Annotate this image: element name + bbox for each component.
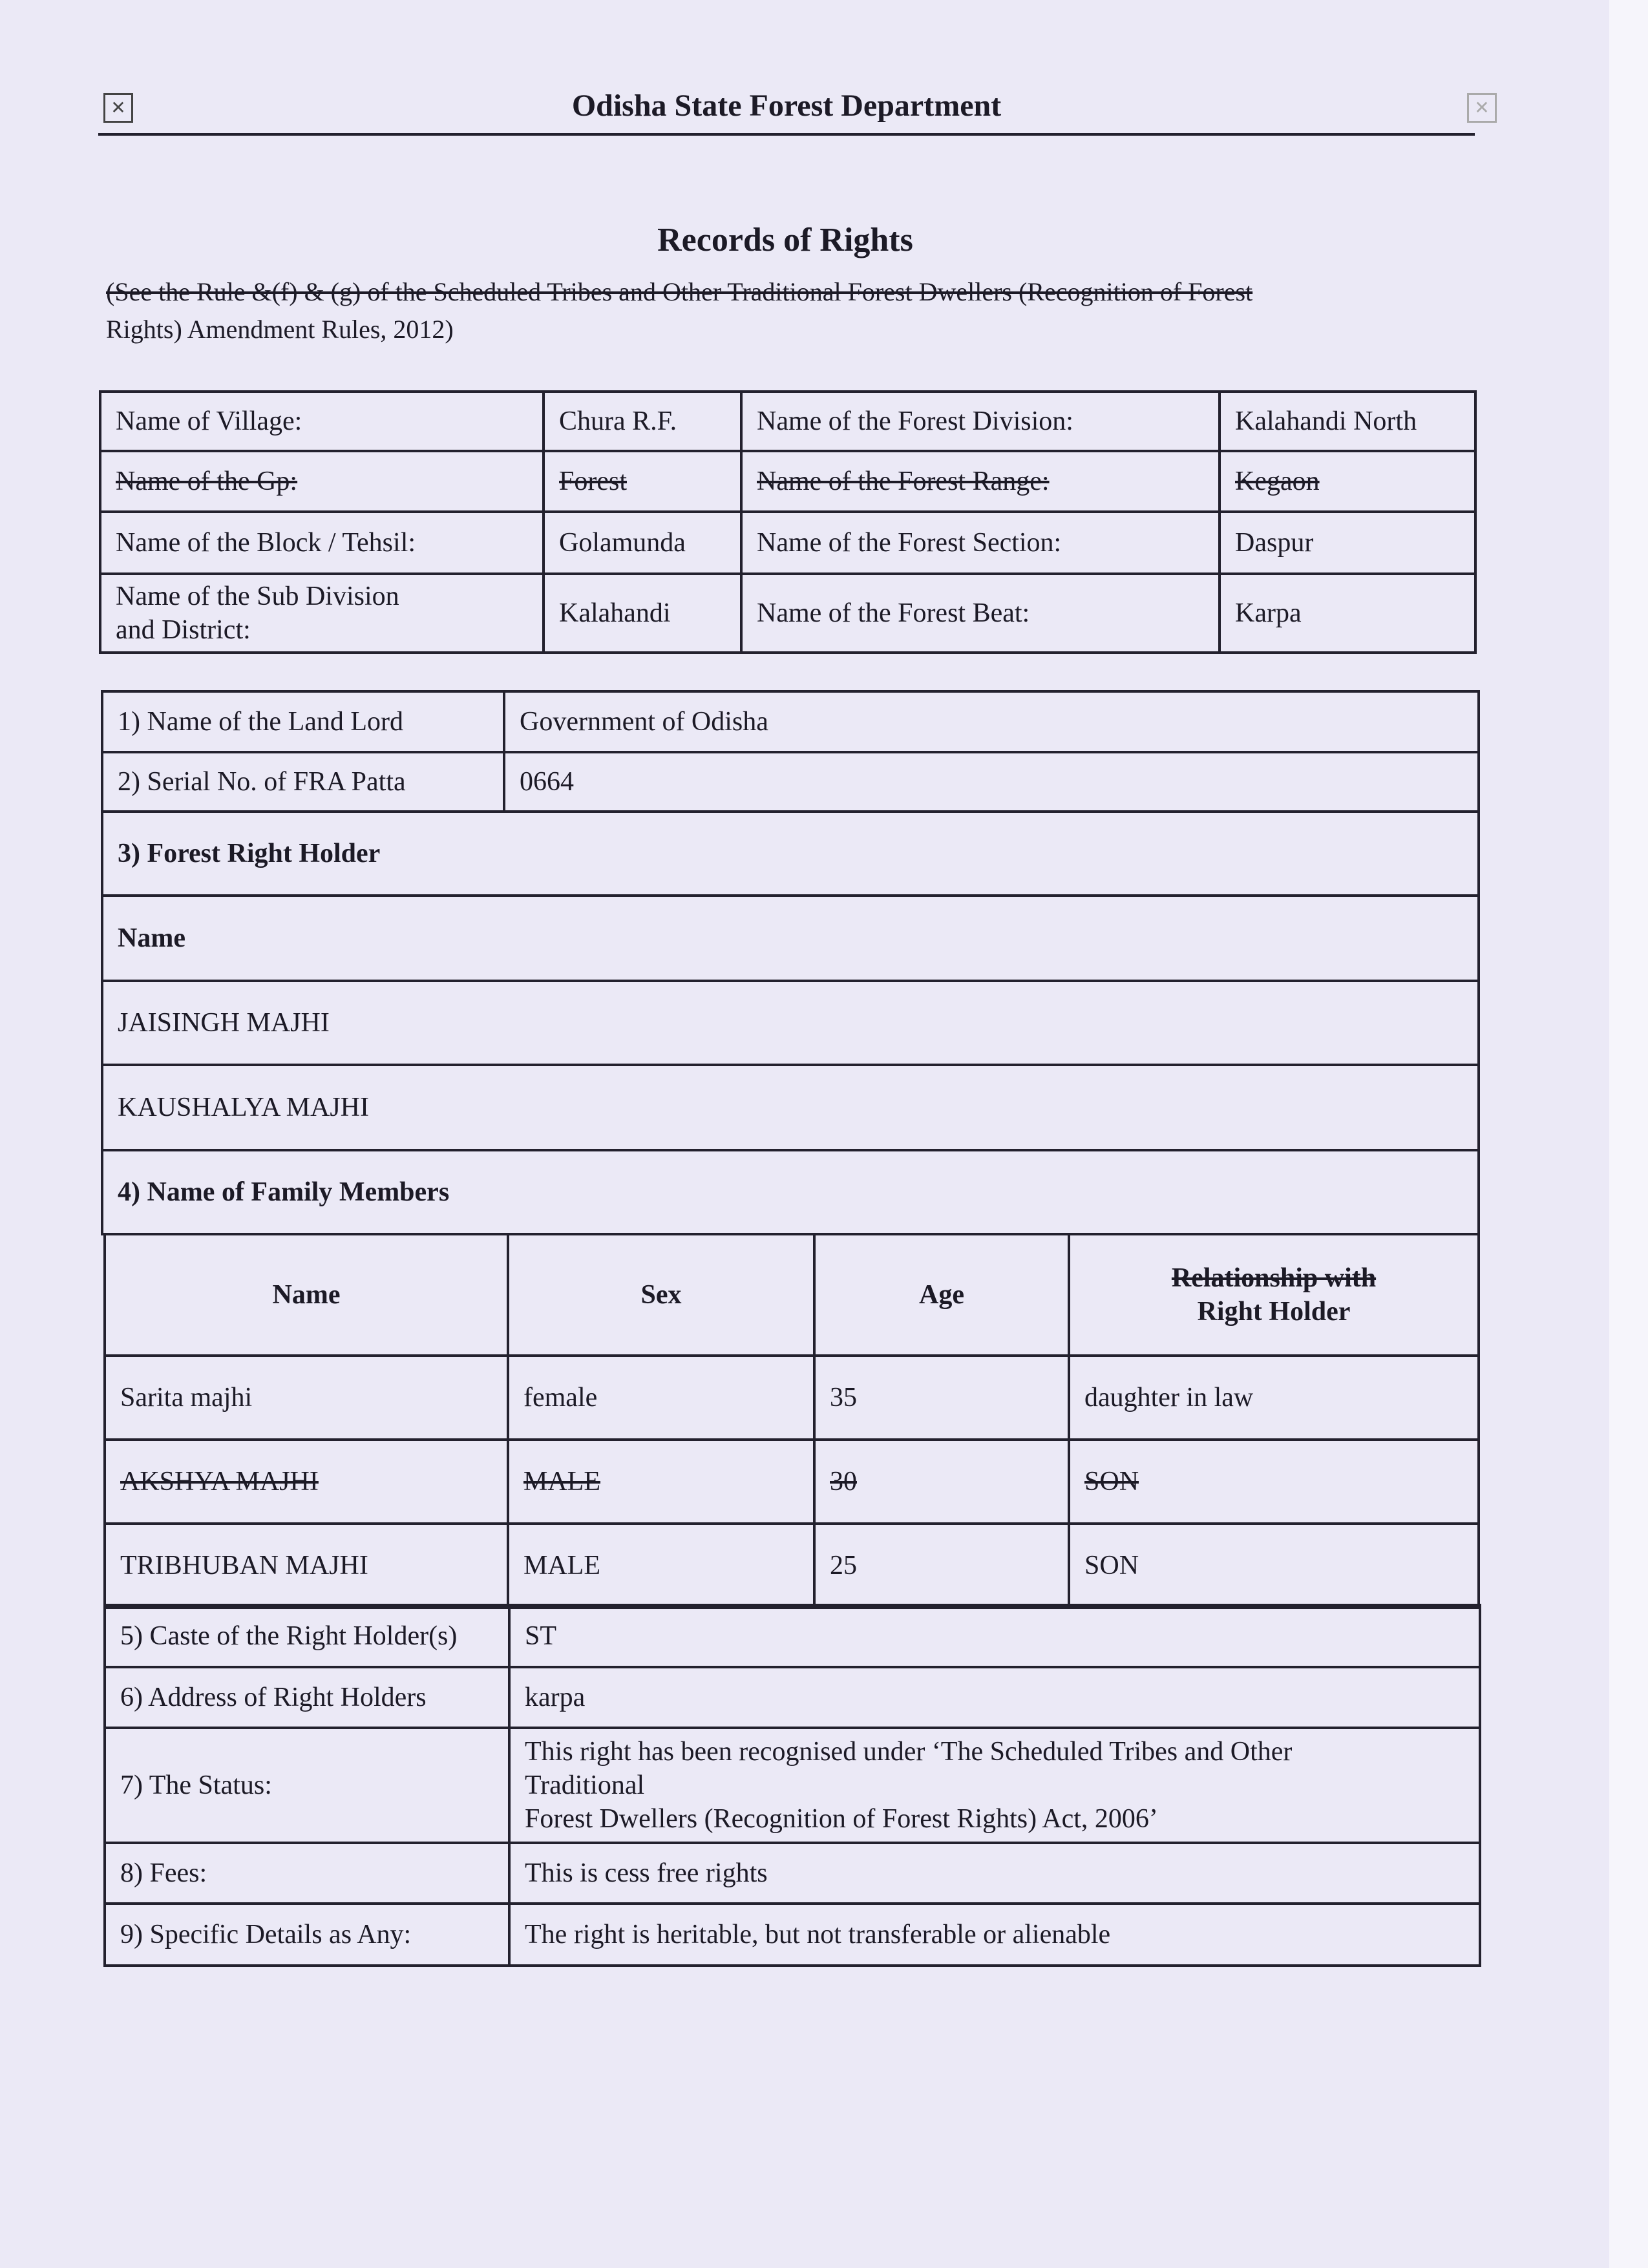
status-line-3: Forest Dwellers (Recognition of Forest Rights) Act, 2006’ [525, 1804, 1158, 1834]
caste-label: 5) Caste of the Right Holder(s) [105, 1605, 509, 1667]
range-value: Kegaon [1220, 451, 1475, 512]
col-header-relationship [1069, 1234, 1479, 1356]
table-row [105, 1843, 1480, 1904]
broken-image-icon: ✕ [103, 93, 133, 123]
col-header-age: Age [814, 1234, 1069, 1356]
landlord-value: Government of Odisha [504, 691, 1479, 752]
table-row [105, 1667, 1480, 1728]
block-label: Name of the Block / Tehsil: [100, 512, 544, 574]
table-row [102, 1150, 1479, 1234]
beat-value: Karpa [1220, 574, 1475, 653]
table-row [105, 1524, 1479, 1608]
table-row [102, 981, 1479, 1065]
rule-reference-line-1: (See the Rule &(f) & (g) of the Scheduled Tribes and Other Traditional Forest Dwellers (Recognition of Forest [106, 277, 1253, 306]
section-value: Daspur [1220, 512, 1475, 574]
gp-value: Forest [544, 451, 741, 512]
subdivision-value: Kalahandi [544, 574, 741, 653]
status-label: 7) The Status: [105, 1728, 509, 1843]
address-value: karpa [509, 1667, 1480, 1728]
family-members-table [103, 1233, 1480, 1609]
section-label: Name of the Forest Section: [741, 512, 1220, 574]
table-row [102, 896, 1479, 981]
location-table [99, 390, 1477, 654]
holder-name: KAUSHALYA MAJHI [102, 1065, 1479, 1150]
table-row [100, 392, 1475, 451]
fees-label: 8) Fees: [105, 1843, 509, 1904]
beat-label: Name of the Forest Beat: [741, 574, 1220, 653]
fees-value: This is cess free rights [509, 1843, 1480, 1904]
village-label: Name of Village: [100, 392, 544, 451]
rule-reference-line-2: Rights) Amendment Rules, 2012) [106, 315, 454, 344]
member-relationship: daughter in law [1069, 1356, 1479, 1440]
table-row [102, 691, 1479, 752]
table-row [105, 1605, 1480, 1667]
member-relationship: SON [1069, 1440, 1479, 1524]
member-sex: MALE [508, 1440, 814, 1524]
division-value: Kalahandi North [1220, 392, 1475, 451]
specific-details-value: The right is heritable, but not transferable or alienable [509, 1904, 1480, 1966]
member-sex: female [508, 1356, 814, 1440]
col-header-relationship-line-1: Relationship with [1171, 1263, 1377, 1293]
subdivision-label-line-1: Name of the Sub Division [116, 582, 399, 611]
member-age: 25 [814, 1524, 1069, 1608]
member-name: TRIBHUBAN MAJHI [105, 1524, 508, 1608]
caste-value: ST [509, 1605, 1480, 1667]
forest-right-holder-heading: 3) Forest Right Holder [102, 812, 1479, 896]
document-title: Records of Rights [657, 222, 913, 258]
landlord-label: 1) Name of the Land Lord [102, 691, 504, 752]
table-row [102, 752, 1479, 812]
table-row [100, 451, 1475, 512]
right-holder-table [101, 690, 1480, 1235]
status-line-1: This right has been recognised under ‘The Scheduled Tribes and Other [525, 1737, 1293, 1767]
table-row [102, 1065, 1479, 1150]
table-row [105, 1234, 1479, 1356]
member-age: 30 [814, 1440, 1069, 1524]
member-age: 35 [814, 1356, 1069, 1440]
member-sex: MALE [508, 1524, 814, 1608]
col-header-name: Name [105, 1234, 508, 1356]
family-members-heading: 4) Name of Family Members [102, 1150, 1479, 1234]
range-label: Name of the Forest Range: [741, 451, 1220, 512]
subdivision-label-line-2: and District: [116, 615, 251, 645]
status-line-2: Traditional [525, 1770, 645, 1800]
rule-reference [106, 273, 1495, 348]
paper-edge [1609, 0, 1648, 2268]
serial-value: 0664 [504, 752, 1479, 812]
village-value: Chura R.F. [544, 392, 741, 451]
table-row [102, 812, 1479, 896]
table-row [105, 1728, 1480, 1843]
subdivision-label [100, 574, 544, 653]
col-header-relationship-line-2: Right Holder [1197, 1297, 1351, 1327]
col-header-sex: Sex [508, 1234, 814, 1356]
page-header [98, 76, 1490, 136]
table-row [100, 574, 1475, 653]
table-row [100, 512, 1475, 574]
address-label: 6) Address of Right Holders [105, 1667, 509, 1728]
gp-label: Name of the Gp: [100, 451, 544, 512]
table-row [105, 1356, 1479, 1440]
member-name: Sarita majhi [105, 1356, 508, 1440]
member-name: AKSHYA MAJHI [105, 1440, 508, 1524]
specific-details-label: 9) Specific Details as Any: [105, 1904, 509, 1966]
serial-label: 2) Serial No. of FRA Patta [102, 752, 504, 812]
holder-name: JAISINGH MAJHI [102, 981, 1479, 1065]
table-row [105, 1440, 1479, 1524]
member-relationship: SON [1069, 1524, 1479, 1608]
status-value [509, 1728, 1480, 1843]
details-table [103, 1604, 1481, 1967]
table-row [105, 1904, 1480, 1966]
holder-name-header: Name [102, 896, 1479, 981]
division-label: Name of the Forest Division: [741, 392, 1220, 451]
block-value: Golamunda [544, 512, 741, 574]
broken-image-icon: ✕ [1467, 93, 1497, 123]
department-title: Odisha State Forest Department [571, 89, 1002, 123]
